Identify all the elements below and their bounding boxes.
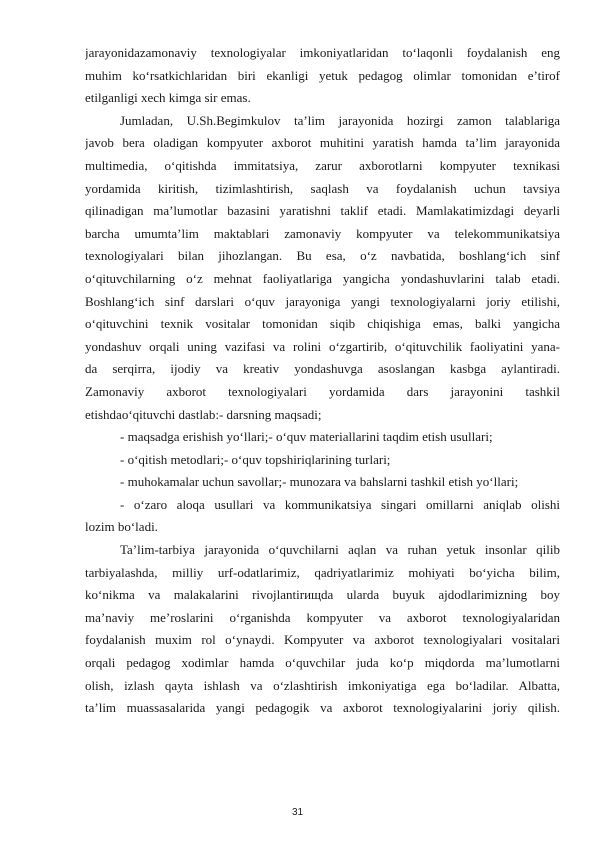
text-line: etilganligi xech kimga sir emas. [85, 90, 251, 106]
text-line: texnologiyalari bilan jihozlangan. Bu esa, o‘z navbatida, boshlang‘ich sinf [85, 248, 560, 264]
text-line: etishdao‘qituvchi dastlab:- darsning maqsadi; [85, 406, 322, 422]
text-line: Jumladan, U.Sh.Begimkulov ta’lim jarayonida hozirgi zamon talablariga [120, 112, 560, 128]
text-line: o‘qituvchini texnik vositalar tomonidan siqib chiqishiga emas, balki yangicha [85, 316, 560, 332]
text-line: barcha umumta’lim maktablari zamonaviy kompyuter va telekommunikatsiya [85, 225, 560, 241]
text-line: ma’naviy me’roslarini o‘rganishda kompyuter va axborot texnologiyalaridan [85, 609, 560, 625]
text-line: ko‘nikma va malakalarini rivojlantirищda ularda buyuk ajdodlarimizning boy [85, 587, 560, 603]
text-line: tarbiyalashda, milliy urf-odatlarimiz, qadriyatlarimiz mohiyati bo‘yicha bilim, [85, 564, 560, 580]
text-line: Zamonaviy axborot texnologiyalari yordamida dars jarayonini tashkil [85, 383, 560, 399]
text-line: qilinadigan ma’lumotlar bazasini yaratishni taklif etadi. Mamlakatimizdagi deyarli [85, 203, 560, 219]
text-line: o‘qituvchilarning o‘z mehnat faoliyatlariga yangicha yondashuvlarini talab etadi. [85, 270, 560, 286]
text-line: foydalanish muxim rol o‘ynaydi. Kompyuter va axborot texnologiyalari vositalari [85, 632, 560, 648]
page-number: 31 [291, 807, 304, 818]
text-line: Boshlang‘ich sinf darslari o‘quv jarayoniga yangi texnologiyalarni joriy etilishi, [85, 293, 560, 309]
text-line: yondashuv orqali uning vazifasi va rolini o‘zgartirib, o‘qituvchilik faoliyatini yana- [85, 338, 560, 354]
text-line: da serqirra, ijodiy va kreativ yondashuvga asoslangan kasbga aylantiradi. [85, 361, 560, 377]
text-line: javob bera oladigan kompyuter axborot muhitini yaratish hamda ta’lim jarayonida [85, 135, 560, 151]
text-line: lozim bo‘ladi. [85, 519, 158, 535]
text-line: ta’lim muassasalarida yangi pedagogik va axborot texnologiyalarini joriy qilish. [85, 700, 560, 716]
text-line: Ta’lim-tarbiya jarayonida o‘quvchilarni aqlan va ruhan yetuk insonlar qilib [120, 542, 560, 558]
text-line: - maqsadga erishish yo‘llari;- o‘quv materiallarini taqdim etish usullari; [120, 429, 493, 445]
text-line: multimedia, o‘qitishda immitatsiya, zarur axborotlarni kompyuter texnikasi [85, 157, 560, 173]
text-line: - o‘zaro aloqa usullari va kommunikatsiya singari omillarni aniqlab olishi [120, 496, 560, 512]
document-body [85, 42, 560, 720]
text-line: yordamida kiritish, tizimlashtirish, saqlash va foydalanish uchun tavsiya [85, 180, 560, 196]
text-line: jarayonidazamonaviy texnologiyalar imkoniyatlaridan to‘laqonli foydalanish eng [85, 45, 560, 60]
text-line: - o‘qitish metodlari;- o‘quv topshiriqlarining turlari; [120, 451, 391, 467]
text-line: muhim ko‘rsatkichlaridan biri ekanligi yetuk pedagog olimlar tomonidan e’tirof [85, 67, 560, 83]
text-line: olish, izlash qayta ishlash va o‘zlashtirish imkoniyatiga ega bo‘ladilar. Albatta, [85, 677, 560, 693]
text-line: - muhokamalar uchun savollar;- munozara va bahslarni tashkil etish yo‘llari; [120, 474, 519, 490]
text-line: orqali pedagog xodimlar hamda o‘quvchilar juda ko‘p miqdorda ma’lumotlarni [85, 655, 560, 671]
